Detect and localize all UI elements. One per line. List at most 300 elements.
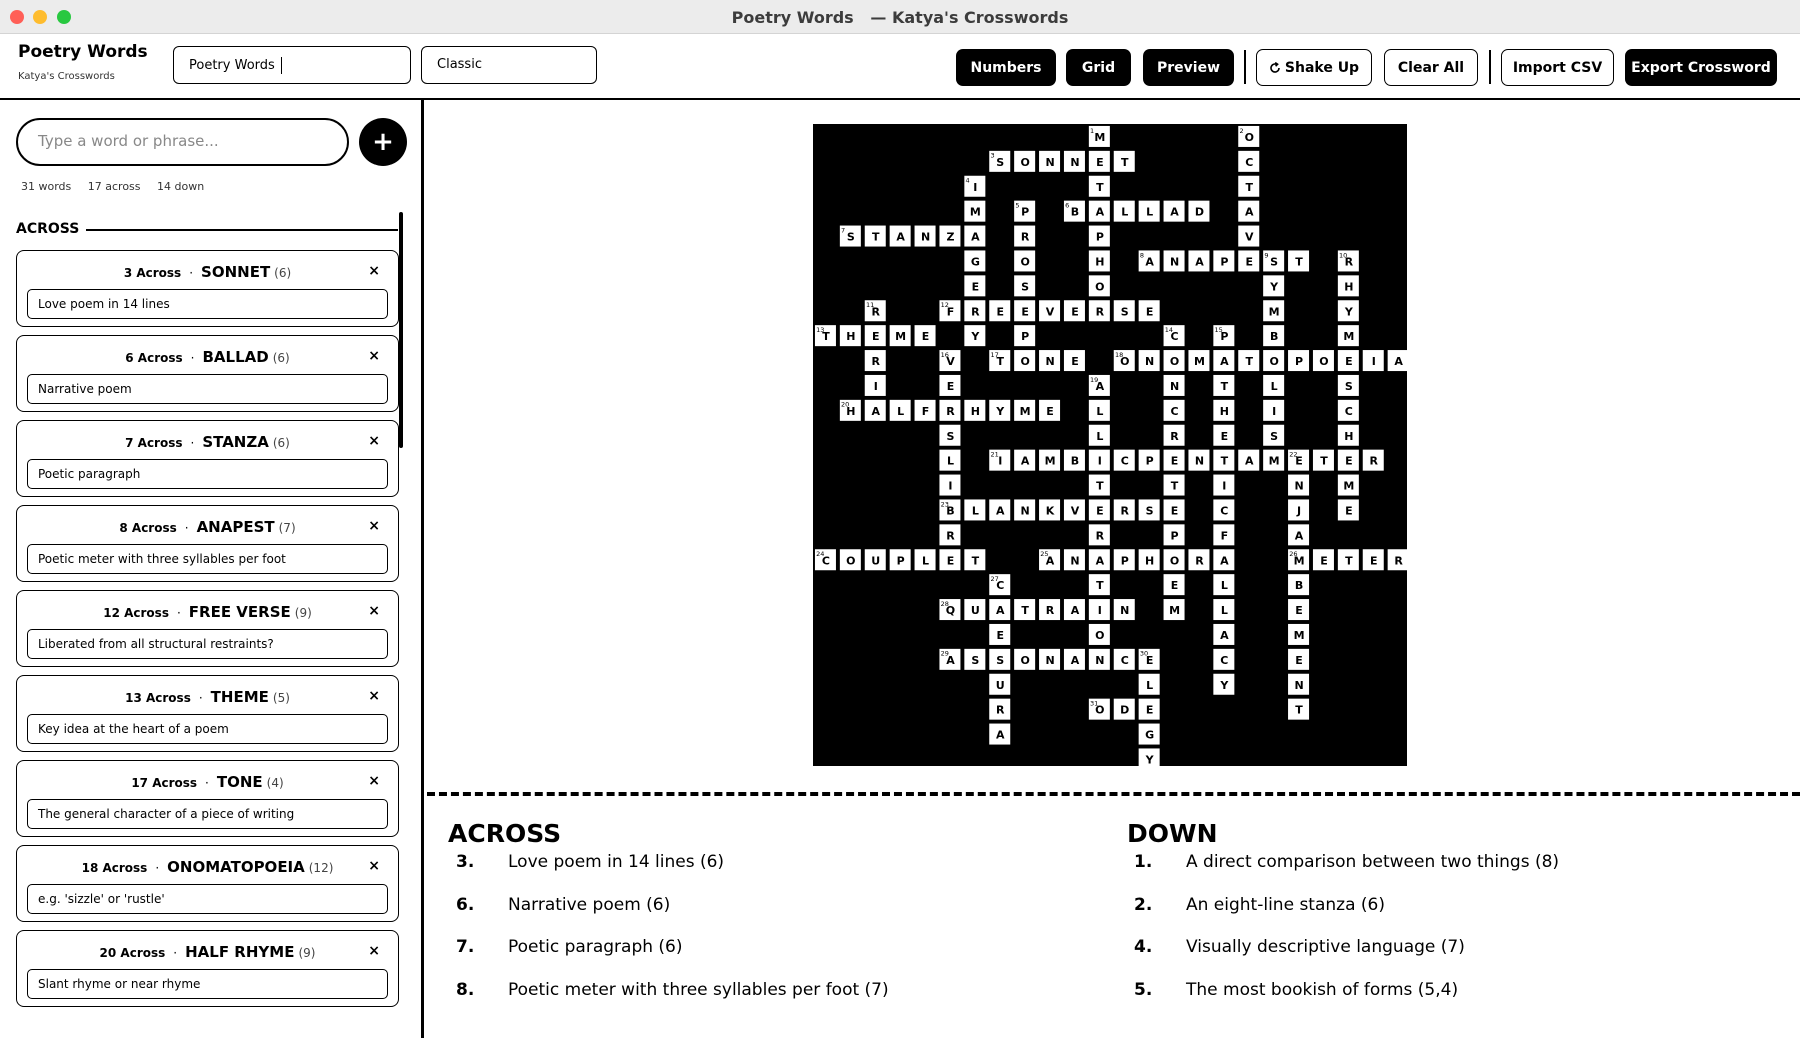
word-card-number: 7 Across	[125, 436, 183, 450]
import-csv-button-label: Import CSV	[1512, 59, 1603, 76]
grid-cell	[1164, 599, 1185, 620]
cell-letter: F	[1220, 529, 1229, 543]
grid-cell	[1164, 549, 1185, 570]
cell-letter: M	[1193, 355, 1205, 369]
clue-input[interactable]	[27, 289, 388, 319]
grid-cell	[1338, 375, 1359, 396]
cell-letter: R	[971, 305, 980, 319]
clue-input[interactable]	[27, 459, 388, 489]
clue-input[interactable]	[27, 544, 388, 574]
grid-cell	[1188, 201, 1209, 222]
grid-cell	[1213, 674, 1234, 695]
cell-number: 15	[1214, 325, 1223, 334]
cell-letter: R	[871, 355, 880, 369]
cell-letter: O	[846, 554, 856, 568]
cell-number: 2	[1239, 126, 1244, 135]
word-list-sidebar	[0, 100, 424, 1038]
remove-word-icon[interactable]: ×	[368, 518, 380, 534]
grid-cell	[1089, 524, 1110, 545]
grid-cell	[964, 499, 985, 520]
grid-cell	[865, 400, 886, 421]
grid-cell	[1213, 350, 1234, 371]
grid-cell	[1114, 450, 1135, 471]
grid-cell	[1089, 599, 1110, 620]
cell-letter: E	[946, 554, 955, 568]
cell-letter: A	[871, 404, 881, 418]
cell-letter: O	[1095, 628, 1105, 642]
cell-number: 31	[1090, 699, 1099, 708]
clue-number: 5.	[1134, 979, 1153, 1000]
cell-letter: S	[1120, 305, 1129, 319]
cell-letter: P	[1220, 330, 1229, 344]
grid-cell	[1139, 450, 1160, 471]
numbers-button[interactable]	[956, 49, 1056, 86]
cell-letter: A	[1220, 554, 1229, 568]
cell-letter: E	[1220, 429, 1229, 443]
cell-letter: L	[1146, 205, 1154, 219]
cell-letter: N	[1045, 653, 1055, 667]
toolbar-divider	[1489, 50, 1491, 84]
word-card[interactable]	[16, 845, 399, 922]
word-card-header	[17, 518, 398, 536]
grid-cell	[815, 549, 836, 570]
grid-cell	[1089, 226, 1110, 247]
grid-cell	[989, 574, 1010, 595]
across-section-heading: ACROSS	[16, 221, 80, 237]
cell-letter: L	[1220, 604, 1228, 618]
cell-letter: N	[1194, 454, 1205, 468]
grid-cell	[1363, 450, 1384, 471]
grid-cell	[1014, 300, 1035, 321]
cell-letter: H	[1219, 404, 1229, 418]
shake-up-button[interactable]	[1256, 49, 1372, 86]
cell-letter: I	[1371, 355, 1376, 369]
clue-value: Narrative poem	[38, 382, 132, 396]
grid-cell	[1288, 250, 1309, 271]
grid-cell	[1064, 201, 1085, 222]
word-card[interactable]	[16, 335, 399, 412]
cell-letter: A	[1095, 554, 1105, 568]
puzzle-style-input[interactable]	[421, 46, 597, 84]
grid-cell	[964, 250, 985, 271]
grid-cell	[1014, 151, 1035, 172]
clue-input[interactable]	[27, 629, 388, 659]
word-card[interactable]	[16, 505, 399, 582]
grid-cell	[1114, 549, 1135, 570]
app-title: Poetry Words	[18, 42, 148, 62]
cell-letter: E	[1145, 305, 1154, 319]
grid-cell	[939, 499, 960, 520]
grid-cell	[1064, 450, 1085, 471]
cell-letter: A	[1045, 554, 1055, 568]
grid-cell	[1164, 475, 1185, 496]
separator: ·	[190, 436, 195, 450]
cell-letter: T	[996, 355, 1005, 369]
cell-letter: T	[1021, 604, 1029, 618]
grid-cell	[1039, 499, 1060, 520]
cell-letter: H	[1095, 255, 1105, 269]
cell-letter: C	[1245, 155, 1254, 169]
cell-letter: O	[1020, 355, 1030, 369]
grid-cell	[1089, 201, 1110, 222]
text-caret	[281, 57, 282, 74]
cell-letter: A	[1145, 255, 1154, 269]
grid-cell	[1039, 649, 1060, 670]
grid-cell	[939, 425, 960, 446]
cell-letter: U	[995, 678, 1005, 692]
grid-button-label: Grid	[1081, 59, 1116, 76]
grid-cell	[1263, 400, 1284, 421]
cell-letter: L	[971, 504, 979, 518]
grid-cell	[1238, 201, 1259, 222]
cell-letter: S	[846, 230, 855, 244]
remove-word-icon[interactable]: ×	[368, 858, 380, 874]
grid-cell	[1064, 549, 1085, 570]
grid-cell	[964, 176, 985, 197]
cell-letter: N	[1095, 653, 1105, 667]
word-card-header	[17, 943, 398, 961]
cell-letter: P	[1170, 529, 1179, 543]
grid-cell	[1014, 250, 1035, 271]
cell-number: 30	[1139, 649, 1149, 658]
cell-letter: E	[1145, 703, 1154, 717]
cell-letter: E	[1245, 255, 1254, 269]
word-card[interactable]	[16, 760, 399, 837]
cell-letter: E	[1170, 454, 1179, 468]
cell-letter: A	[1095, 205, 1105, 219]
cell-letter: T	[1345, 554, 1353, 568]
word-card[interactable]	[16, 675, 399, 752]
cell-number: 14	[1164, 325, 1174, 334]
clue-number: 2.	[1134, 894, 1153, 915]
cell-letter: E	[1345, 454, 1353, 468]
separator: ·	[205, 776, 209, 790]
grid-cell	[939, 350, 960, 371]
down-clue	[1134, 852, 1559, 895]
grid-cell	[1164, 250, 1185, 271]
word-input-placeholder: Type a word or phrase...	[38, 132, 219, 150]
grid-cell	[890, 325, 911, 346]
word-card-length: (9)	[298, 946, 316, 960]
grid-cell	[1089, 699, 1110, 720]
grid-cell	[890, 549, 911, 570]
cell-letter: R	[1045, 604, 1055, 618]
cell-letter: A	[1244, 454, 1254, 468]
grid-cell	[989, 300, 1010, 321]
cell-letter: N	[1145, 355, 1155, 369]
cell-letter: P	[1295, 355, 1304, 369]
cell-letter: A	[1170, 205, 1179, 219]
cell-letter: I	[1222, 479, 1227, 493]
grid-cell	[989, 450, 1010, 471]
cell-number: 12	[940, 301, 949, 310]
cell-letter: T	[1220, 379, 1229, 393]
grid-cell	[1064, 499, 1085, 520]
remove-word-icon[interactable]: ×	[368, 263, 380, 279]
cell-letter: E	[1369, 554, 1378, 568]
cell-letter: O	[1020, 653, 1030, 667]
grid-cell	[1238, 176, 1259, 197]
grid-cell	[915, 400, 936, 421]
cell-letter: T	[1245, 355, 1254, 369]
word-card[interactable]	[16, 250, 399, 327]
grid-cell	[1238, 151, 1259, 172]
grid-cell	[1338, 350, 1359, 371]
clue-number: 6.	[456, 894, 475, 915]
grid-cell	[964, 275, 985, 296]
word-card-number: 17 Across	[131, 776, 198, 790]
cell-letter: A	[1294, 529, 1304, 543]
cell-letter: T	[871, 230, 880, 244]
cell-letter: C	[1170, 330, 1179, 344]
grid-cell	[1139, 674, 1160, 695]
cell-letter: E	[1170, 504, 1179, 518]
remove-word-icon[interactable]: ×	[368, 943, 380, 959]
grid-cell	[1014, 325, 1035, 346]
cell-letter: I	[1097, 454, 1102, 468]
cell-letter: Y	[1270, 280, 1279, 294]
preview-button[interactable]	[1143, 49, 1234, 86]
across-count: 17 across	[87, 180, 141, 193]
grid-cell	[1263, 250, 1284, 271]
word-card-length: (12)	[308, 861, 334, 875]
grid-button[interactable]	[1066, 49, 1131, 86]
grid-cell	[1164, 524, 1185, 545]
across-clue	[456, 895, 889, 938]
grid-cell	[1213, 425, 1234, 446]
export-crossword-button[interactable]	[1625, 49, 1777, 86]
grid-cell	[890, 226, 911, 247]
cell-letter: B	[946, 504, 955, 518]
clue-input[interactable]	[27, 714, 388, 744]
cell-letter: N	[1020, 504, 1030, 518]
clue-number: 1.	[1134, 852, 1153, 872]
word-card-header	[17, 773, 398, 791]
cell-letter: L	[1220, 579, 1228, 593]
cell-letter: Y	[971, 330, 980, 344]
across-clues-title: ACROSS	[448, 819, 562, 848]
word-card-word: SONNET	[201, 263, 271, 281]
grid-cell	[1089, 275, 1110, 296]
cell-letter: T	[1295, 703, 1303, 717]
grid-cell	[1164, 450, 1185, 471]
export-crossword-button-label: Export Crossword	[1631, 59, 1771, 76]
clue-input[interactable]	[27, 884, 388, 914]
grid-cell	[1288, 624, 1309, 645]
grid-cell	[989, 724, 1010, 745]
cell-letter: I	[948, 479, 953, 493]
grid-cell	[1313, 549, 1334, 570]
puzzle-title-input[interactable]	[173, 46, 411, 84]
clue-input[interactable]	[27, 799, 388, 829]
cell-letter: E	[1096, 155, 1104, 169]
grid-cell	[1114, 699, 1135, 720]
cell-letter: T	[1320, 454, 1328, 468]
cell-letter: A	[1220, 355, 1229, 369]
word-card[interactable]	[16, 930, 399, 1007]
grid-cell	[1139, 300, 1160, 321]
word-card-number: 6 Across	[125, 351, 183, 365]
grid-cell	[890, 400, 911, 421]
grid-cell	[915, 226, 936, 247]
word-card-word: FREE VERSE	[188, 603, 291, 621]
separator: ·	[184, 521, 189, 535]
clue-input[interactable]	[27, 969, 388, 999]
grid-cell	[1263, 375, 1284, 396]
cell-letter: C	[1170, 404, 1179, 418]
cell-letter: R	[1344, 255, 1354, 269]
cell-number: 4	[965, 176, 970, 185]
grid-cell	[915, 549, 936, 570]
crossword-grid	[813, 124, 1407, 766]
grid-cell	[1139, 250, 1160, 271]
cell-letter: B	[1294, 579, 1304, 593]
grid-cell	[989, 699, 1010, 720]
cell-number: 26	[1289, 550, 1298, 559]
cell-letter: M	[895, 330, 907, 344]
grid-cell	[1064, 300, 1085, 321]
import-csv-button[interactable]	[1501, 49, 1614, 86]
title-bar	[0, 0, 1800, 34]
cell-letter: N	[1294, 479, 1304, 493]
cell-letter: P	[896, 554, 905, 568]
separator: ·	[173, 946, 178, 960]
word-card-number: 12 Across	[103, 606, 169, 620]
grid-cell	[1089, 375, 1110, 396]
grid-cell	[1089, 574, 1110, 595]
cell-number: 11	[865, 301, 875, 310]
cell-letter: E	[1320, 554, 1328, 568]
cell-letter: A	[1244, 205, 1254, 219]
cell-letter: S	[996, 653, 1005, 667]
cell-letter: E	[871, 330, 880, 344]
down-clue-list	[1134, 852, 1559, 1022]
cell-letter: O	[1244, 130, 1254, 144]
cell-letter: R	[1195, 554, 1204, 568]
grid-cell	[1089, 499, 1110, 520]
cell-number: 1	[1090, 126, 1095, 135]
grid-cell	[1213, 649, 1234, 670]
clear-all-button-label: Clear All	[1397, 59, 1465, 76]
cell-letter: A	[896, 230, 905, 244]
grid-cell	[865, 375, 886, 396]
cell-letter: S	[1270, 429, 1279, 443]
clue-text: An eight-line stanza (6)	[1186, 894, 1385, 915]
grid-cell	[1139, 549, 1160, 570]
grid-cell	[939, 649, 960, 670]
word-card-header	[17, 433, 398, 451]
grid-cell	[1089, 176, 1110, 197]
grid-cell	[915, 325, 936, 346]
grid-cell	[1288, 350, 1309, 371]
grid-cell	[1363, 549, 1384, 570]
cell-letter: T	[1170, 479, 1179, 493]
remove-word-icon[interactable]: ×	[368, 773, 380, 789]
cell-letter: H	[846, 404, 856, 418]
clue-text: Visually descriptive language (7)	[1186, 937, 1465, 957]
plus-icon: +	[372, 127, 394, 157]
cell-number: 29	[940, 649, 949, 658]
cell-letter: E	[921, 330, 930, 344]
grid-cell	[1039, 300, 1060, 321]
grid-cell	[1263, 325, 1284, 346]
cell-letter: E	[996, 305, 1005, 319]
cell-letter: A	[1195, 255, 1204, 269]
grid-cell	[1089, 126, 1110, 147]
word-input[interactable]	[16, 118, 349, 166]
grid-cell	[939, 549, 960, 570]
grid-cell	[1014, 649, 1035, 670]
cell-letter: A	[995, 604, 1005, 618]
cell-letter: A	[1020, 454, 1030, 468]
cell-letter: E	[996, 628, 1005, 642]
cell-letter: A	[1070, 653, 1080, 667]
cell-letter: T	[1220, 454, 1229, 468]
refresh-icon	[1269, 62, 1281, 74]
remove-word-icon[interactable]: ×	[368, 348, 380, 364]
grid-cell	[1114, 201, 1135, 222]
remove-word-icon[interactable]: ×	[368, 603, 380, 619]
clue-value: e.g. 'sizzle' or 'rustle'	[38, 892, 165, 906]
grid-cell	[840, 226, 861, 247]
main-preview	[427, 100, 1800, 1038]
cell-letter: N	[1070, 554, 1080, 568]
toolbar-divider	[1244, 50, 1246, 84]
word-card[interactable]	[16, 420, 399, 497]
cell-letter: T	[1120, 155, 1129, 169]
cell-letter: O	[1020, 255, 1030, 269]
cell-letter: O	[1169, 554, 1180, 568]
grid-cell	[1288, 499, 1309, 520]
cell-letter: L	[946, 454, 954, 468]
grid-cell	[1263, 275, 1284, 296]
grid-cell	[840, 325, 861, 346]
clue-input[interactable]	[27, 374, 388, 404]
cell-letter: D	[1120, 703, 1130, 717]
cell-letter: C	[1120, 653, 1129, 667]
grid-cell	[1288, 649, 1309, 670]
cell-letter: N	[1045, 155, 1055, 169]
across-clue	[456, 937, 889, 980]
cell-letter: K	[1045, 504, 1055, 518]
cell-letter: C	[821, 554, 830, 568]
grid-cell	[1338, 499, 1359, 520]
cell-letter: R	[946, 529, 955, 543]
grid-cell	[964, 649, 985, 670]
cell-letter: H	[1344, 280, 1354, 294]
cell-letter: H	[970, 404, 980, 418]
cell-letter: O	[1095, 280, 1105, 294]
cell-letter: J	[1297, 504, 1302, 518]
add-word-button[interactable]	[359, 118, 407, 166]
cell-number: 27	[990, 574, 999, 583]
grid-cell	[989, 674, 1010, 695]
cell-letter: T	[1245, 180, 1254, 194]
clear-all-button[interactable]	[1384, 49, 1478, 86]
clue-value: Poetic meter with three syllables per foot	[38, 552, 286, 566]
word-count: 31 words	[21, 180, 72, 193]
word-card[interactable]	[16, 590, 399, 667]
cell-number: 21	[990, 450, 999, 459]
grid-cell	[989, 350, 1010, 371]
sidebar-scrollbar[interactable]	[399, 212, 403, 448]
cell-number: 9	[1264, 251, 1269, 260]
remove-word-icon[interactable]: ×	[368, 433, 380, 449]
grid-cell	[1288, 599, 1309, 620]
grid-cell	[1089, 300, 1110, 321]
cell-letter: M	[1094, 130, 1106, 144]
remove-word-icon[interactable]: ×	[368, 688, 380, 704]
